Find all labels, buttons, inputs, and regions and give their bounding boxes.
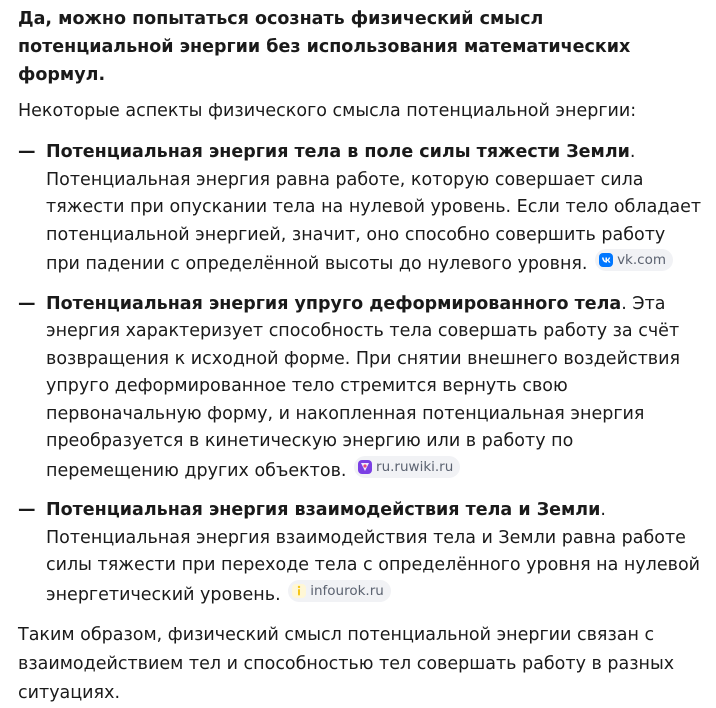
answer-heading: Да, можно попытаться осознать физический смысл потенциальной энергии без использования математических формул. [18, 9, 631, 85]
source-link-infourok[interactable] [288, 580, 391, 602]
list-item-title: Потенциальная энергия взаимодействия тела и Земли [46, 500, 601, 520]
list-item [18, 139, 702, 279]
list-item-text: . Эта энергия характеризует способность тела совершать работу за счёт возвращения к исходной форме. При снятии внешнего воздействия упруго деформированное тело стремится вернуть свою первоначальную форму, и накопленная потенциальная энергия преобразуется в кинетическую энергию или в работу по перемещению других объектов. [46, 293, 680, 481]
list-item [18, 497, 702, 609]
list-item [18, 291, 702, 486]
source-link-ruwiki[interactable] [354, 456, 460, 478]
ruwiki-icon [358, 460, 372, 474]
answer-intro: Некоторые аспекты физического смысла потенциальной энергии: [18, 101, 637, 121]
list-dash: — [18, 500, 36, 520]
list-dash: — [18, 293, 36, 314]
list-dash: — [18, 142, 36, 162]
infourok-icon [292, 584, 306, 598]
aspects-list [18, 139, 702, 609]
source-label: infourok.ru [310, 582, 384, 599]
list-item-title: Потенциальная энергия тела в поле силы тяжести Земли [46, 142, 630, 162]
list-item-title: Потенциальная энергия упруго деформированного тела [46, 293, 622, 314]
list-item-text: . Потенциальная энергия взаимодействия тела и Земли равна работе силы тяжести при переходе тела с определённого уровня на нулевой энергетический уровень. [46, 500, 701, 605]
answer-conclusion: Таким образом, физический смысл потенциальной энергии связан с взаимодействием тел и способностью тел совершать работу в разных ситуациях. [18, 625, 675, 703]
source-label: ru.ruwiki.ru [376, 458, 454, 475]
answer-block [18, 5, 702, 708]
list-item-text: . Потенциальная энергия равна работе, которую совершает сила тяжести при опускании тела на нулевой уровень. Если тело обладает потенциальной энергией, значит, оно способно совершить работу при падении с определённой высоты до нулевого уровня. [46, 142, 702, 274]
vk-icon [599, 253, 613, 267]
source-link-vk[interactable] [595, 249, 673, 271]
source-label: vk.com [617, 252, 666, 268]
